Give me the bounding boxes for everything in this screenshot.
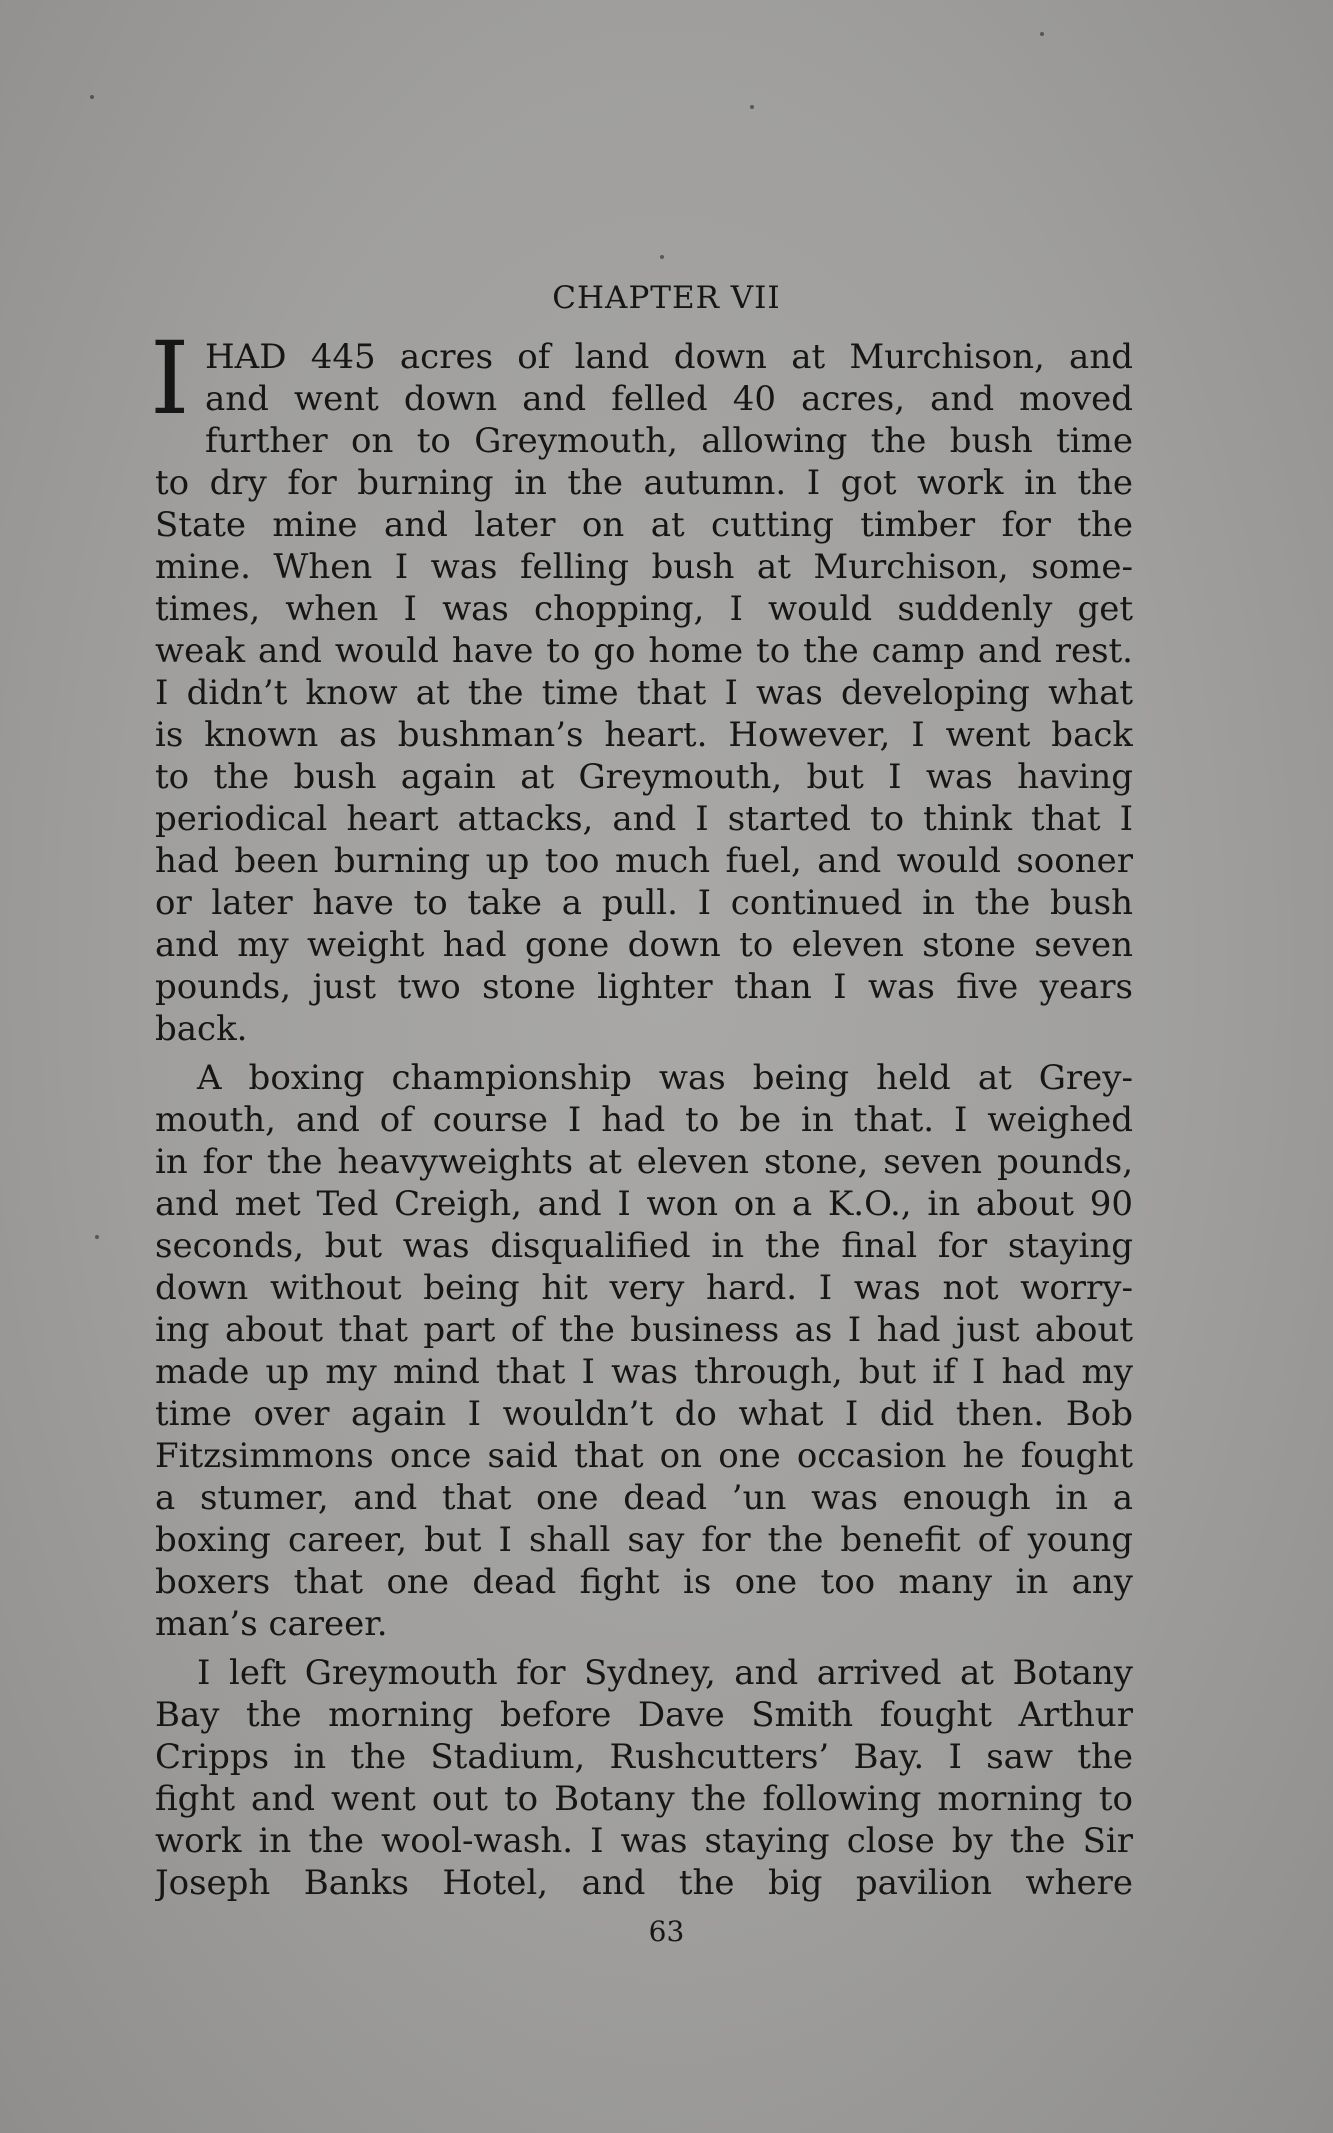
text-line: times, when I was chopping, I would suddenly get (155, 589, 1133, 629)
text-line: mouth, and of course I had to be in that. I weighed (155, 1100, 1133, 1140)
page-number: 63 (648, 1915, 685, 1948)
text-line: periodical heart attacks, and I started to think that I (155, 799, 1133, 839)
text-line: in for the heavyweights at eleven stone, seven pounds, (155, 1142, 1133, 1182)
text-line: further on to Greymouth, allowing the bush time (205, 421, 1133, 461)
text-line: ing about that part of the business as I had just about (155, 1310, 1133, 1350)
text-line: mine. When I was felling bush at Murchison, some- (155, 547, 1133, 587)
text-line: Joseph Banks Hotel, and the big pavilion where (155, 1863, 1133, 1903)
chapter-heading: CHAPTER VII (552, 280, 781, 316)
text-line: seconds, but was disqualified in the final for staying (155, 1226, 1133, 1266)
paragraph-2 (155, 1057, 1133, 1645)
text-line: pounds, just two stone lighter than I was five years (155, 967, 1133, 1007)
text-line: Cripps in the Stadium, Rushcutters’ Bay. I saw the (155, 1737, 1133, 1777)
text-line: had been burning up too much fuel, and would sooner (155, 841, 1133, 881)
paragraph-1-drop-lines (205, 336, 1133, 462)
paper-speck (660, 255, 664, 259)
text-line: and met Ted Creigh, and I won on a K.O., in about 90 (155, 1184, 1133, 1224)
text-line: man’s career. (155, 1604, 388, 1644)
drop-cap: I (150, 320, 190, 437)
text-line: boxers that one dead fight is one too many in any (155, 1562, 1133, 1602)
text-line: fight and went out to Botany the following morning to (155, 1779, 1133, 1819)
paper-speck (90, 95, 94, 99)
text-line: Fitzsimmons once said that on one occasion he fought (155, 1436, 1133, 1476)
text-line: down without being hit very hard. I was not worry- (155, 1268, 1133, 1308)
paragraph-1 (155, 462, 1133, 1050)
text-line: State mine and later on at cutting timber for the (155, 505, 1133, 545)
text-line: HAD 445 acres of land down at Murchison, and (205, 337, 1133, 377)
text-line: made up my mind that I was through, but if I had my (155, 1352, 1133, 1392)
text-line: Bay the morning before Dave Smith fought Arthur (155, 1695, 1133, 1735)
text-line: to dry for burning in the autumn. I got work in the (155, 463, 1133, 503)
text-line: I left Greymouth for Sydney, and arrived at Botany (197, 1653, 1133, 1693)
paper-speck (95, 1235, 99, 1239)
text-line: boxing career, but I shall say for the benefit of young (155, 1520, 1133, 1560)
paper-speck (750, 105, 754, 109)
text-line: or later have to take a pull. I continued in the bush (155, 883, 1133, 923)
text-line: is known as bushman’s heart. However, I went back (155, 715, 1133, 755)
paragraph-3 (155, 1652, 1133, 1904)
paper-speck (1040, 32, 1044, 36)
text-line: to the bush again at Greymouth, but I was having (155, 757, 1133, 797)
text-line: time over again I wouldn’t do what I did then. Bob (155, 1394, 1133, 1434)
text-line: a stumer, and that one dead ’un was enough in a (155, 1478, 1133, 1518)
text-line: weak and would have to go home to the camp and rest. (155, 631, 1133, 671)
text-line: A boxing championship was being held at Grey- (197, 1058, 1133, 1098)
text-line: work in the wool-wash. I was staying close by the Sir (155, 1821, 1133, 1861)
text-line: and my weight had gone down to eleven stone seven (155, 925, 1133, 965)
text-line: I didn’t know at the time that I was developing what (155, 673, 1133, 713)
text-line: and went down and felled 40 acres, and moved (205, 379, 1133, 419)
text-line: back. (155, 1009, 248, 1049)
